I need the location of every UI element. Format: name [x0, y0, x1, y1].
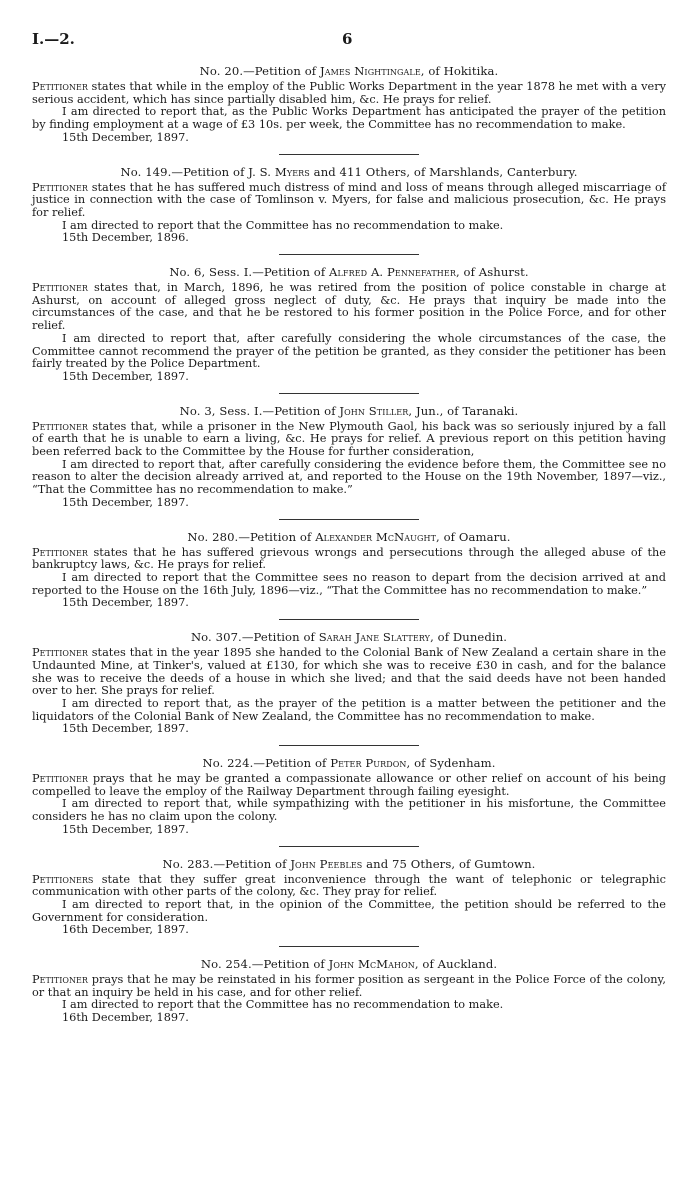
petition-entry [32, 857, 666, 938]
petition-number: No. 307.—Petition of [190, 630, 319, 645]
section-divider [279, 154, 419, 155]
petition-title [32, 404, 666, 419]
report-date: 15th December, 1897. [62, 596, 189, 610]
page-header [32, 30, 666, 52]
petitioner-name: John McMahon [328, 957, 415, 972]
petitioner-lead: Petitioner [32, 180, 88, 194]
petition-title [32, 630, 666, 645]
committee-report: I am directed to report that the Committee has no recommendation to make. [62, 998, 504, 1012]
report-date: 15th December, 1896. [62, 231, 189, 245]
petition-statement [32, 81, 666, 106]
statement-text: states that in the year 1895 she handed to the Colonial Bank of New Zealand a certain share in the Undaunted Mine, at Tinker's, valued at £130, for which she was to receive £30 in cash, and for the balance she was to receive the deeds of a house in which she lived; and that the said deeds have not been handed over to her. She prays for relief. [32, 646, 666, 698]
petition-title [32, 957, 666, 972]
petitioner-lead: Petitioner [32, 419, 88, 433]
petition-title [32, 64, 666, 79]
petitioner-name: John Peebles [290, 856, 363, 871]
petition-entry [32, 530, 666, 611]
section-divider [279, 393, 419, 394]
page-number: 6 [342, 30, 353, 48]
petition-title [32, 530, 666, 545]
petition-title [32, 756, 666, 771]
statement-text: states that while in the employ of the Public Works Department in the year 1878 he met with a very serious accident, which has since partially disabled him, &c. He prays for relief. [32, 80, 666, 106]
committee-report: I am directed to report that, in the opinion of the Committee, the petition should be referred to the Government for consideration. [32, 897, 666, 924]
report-date: 16th December, 1897. [62, 1011, 189, 1025]
report-date: 15th December, 1897. [62, 822, 189, 836]
petition-number: No. 280.—Petition of [187, 529, 316, 544]
petitioner-name: Alexander McNaught [315, 529, 437, 544]
committee-report: I am directed to report that, as the prayer of the petition is a matter between the petitioner and the liquidators of the Colonial Bank of New Zealand, the Committee has no recommendation to make. [32, 696, 666, 723]
petition-entry [32, 957, 666, 1025]
report-date: 15th December, 1897. [62, 722, 189, 736]
petition-entry [32, 165, 666, 246]
petition-number: No. 3, Sess. I.—Petition of [179, 403, 340, 418]
petition-locality: , of Dunedin. [430, 630, 508, 645]
petitioner-name: James Nightingale [319, 64, 421, 78]
section-divider [279, 745, 419, 746]
petition-title [32, 857, 666, 872]
page-identifier: I.—2. [32, 30, 75, 48]
petition-entry [32, 630, 666, 736]
petition-locality: , of Hokitika. [420, 64, 499, 78]
statement-text: states that, in March, 1896, he was retired from the position of police constable in charge at Ashurst, on account of alleged gross neglect of duty, &c. He prays that inquiry be made into the circumstances of the case, and that he be restored to his former position in the Police Force, and for other relief. [32, 281, 666, 333]
petitioner-lead: Petitioner [32, 281, 88, 295]
committee-report: I am directed to report that, after carefully considering the evidence before them, the Committee see no reason to alter the decision already arrived at, and reported to the House on the 19th November, 1897—viz., “That the Committee has no recommendation to make.” [32, 457, 666, 497]
petitioner-lead: Petitioner [32, 973, 88, 987]
petition-entry [32, 64, 666, 145]
petition-number: No. 6, Sess. I.—Petition of [169, 265, 330, 280]
petition-locality: , of Ashurst. [455, 265, 529, 280]
section-divider [279, 519, 419, 520]
petitioner-name: Peter Purdon [330, 756, 407, 771]
petitioner-lead: Petitioner [32, 80, 88, 93]
petition-number: No. 254.—Petition of [200, 957, 329, 972]
section-divider [279, 619, 419, 620]
petition-statement [32, 647, 666, 698]
petitioner-name: Alfred A. Pennefather [329, 265, 456, 280]
petition-statement [32, 182, 666, 220]
petitioner-name: Sarah Jane Slattery [318, 630, 431, 645]
section-divider [279, 254, 419, 255]
statement-text: prays that he may be granted a compassionate allowance or other relief on account of his being compelled to leave the employ of the Railway Department through failing eyesight. [32, 772, 666, 798]
section-divider [279, 846, 419, 847]
petitioner-name: John Stiller [339, 403, 409, 418]
report-date: 15th December, 1897. [62, 495, 189, 509]
petition-locality: and 75 Others, of Gumtown. [362, 856, 536, 871]
petition-locality: , of Sydenham. [406, 756, 496, 771]
petition-locality: , Jun., of Taranaki. [408, 403, 519, 418]
report-date: 16th December, 1897. [62, 923, 189, 937]
petitioner-lead: Petitioner [32, 646, 88, 660]
committee-report: I am directed to report that, as the Public Works Department has anticipated the prayer of the petition by finding employment at a wage of £3 10s. per week, the Committee has no recommendation to make. [32, 105, 666, 132]
petitioner-lead: Petitioner [32, 772, 88, 786]
petition-entry [32, 404, 666, 510]
section-divider [279, 946, 419, 947]
petitioner-lead: Petitioners [32, 872, 94, 886]
petition-locality: and 411 Others, of Marshlands, Canterbury. [309, 164, 578, 179]
petition-number: No. 224.—Petition of [202, 756, 331, 771]
petition-title [32, 165, 666, 180]
petition-title [32, 265, 666, 280]
petitioner-name: J. S. Myers [248, 164, 310, 179]
committee-report: I am directed to report that the Committee has no recommendation to make. [62, 218, 504, 232]
petition-list [32, 64, 666, 1025]
committee-report: I am directed to report that, after carefully considering the whole circumstances of the case, the Committee cannot recommend the prayer of the petition be granted, as they consider the petitioner has been fairly treated by the Police Department. [32, 331, 666, 371]
document-page [32, 30, 666, 1025]
petition-locality: , of Auckland. [414, 957, 498, 972]
petition-number: No. 20.—Petition of [199, 64, 320, 78]
statement-text: states that, while a prisoner in the New Plymouth Gaol, his back was so seriously injured by a fall of earth that he is unable to earn a living, &c. He prays for relief. A previous report on this petition having been referred back to the Committee by the House for further consideration, [32, 419, 666, 459]
statement-text: prays that he may be reinstated in his former position as sergeant in the Police Force of the colony, or that an inquiry be held in his case, and for other relief. [32, 973, 666, 999]
petition-statement [32, 421, 666, 459]
petition-statement [32, 773, 666, 798]
petition-entry [32, 756, 666, 837]
petition-statement [32, 974, 666, 999]
statement-text: states that he has suffered much distress of mind and loss of means through alleged miscarriage of justice in connection with the case of Tomlinson v. Myers, for false and malicious prosecution, &c. He prays for relief. [32, 180, 666, 219]
report-date: 15th December, 1897. [62, 130, 189, 144]
report-date: 15th December, 1897. [62, 369, 189, 383]
petition-statement [32, 282, 666, 333]
petition-entry [32, 265, 666, 384]
petition-number: No. 149.—Petition of [120, 164, 249, 179]
committee-report: I am directed to report that, while sympathizing with the petitioner in his misfortune, the Committee considers he has no claim upon the colony. [32, 797, 666, 824]
statement-text: states that he has suffered grievous wrongs and persecutions through the alleged abuse of the bankruptcy laws, &c. He prays for relief. [32, 545, 666, 572]
petition-statement [32, 874, 666, 899]
petition-number: No. 283.—Petition of [162, 856, 291, 871]
statement-text: state that they suffer great inconvenience through the want of telephonic or telegraphic communication with other parts of the colony, &c. They pray for relief. [32, 872, 666, 899]
petition-statement [32, 547, 666, 572]
petition-locality: , of Oamaru. [436, 529, 511, 544]
committee-report: I am directed to report that the Committee sees no reason to depart from the decision arrived at and reported to the House on the 16th July, 1896—viz., “That the Committee has no recommendation to make.” [32, 570, 666, 597]
petitioner-lead: Petitioner [32, 545, 88, 559]
